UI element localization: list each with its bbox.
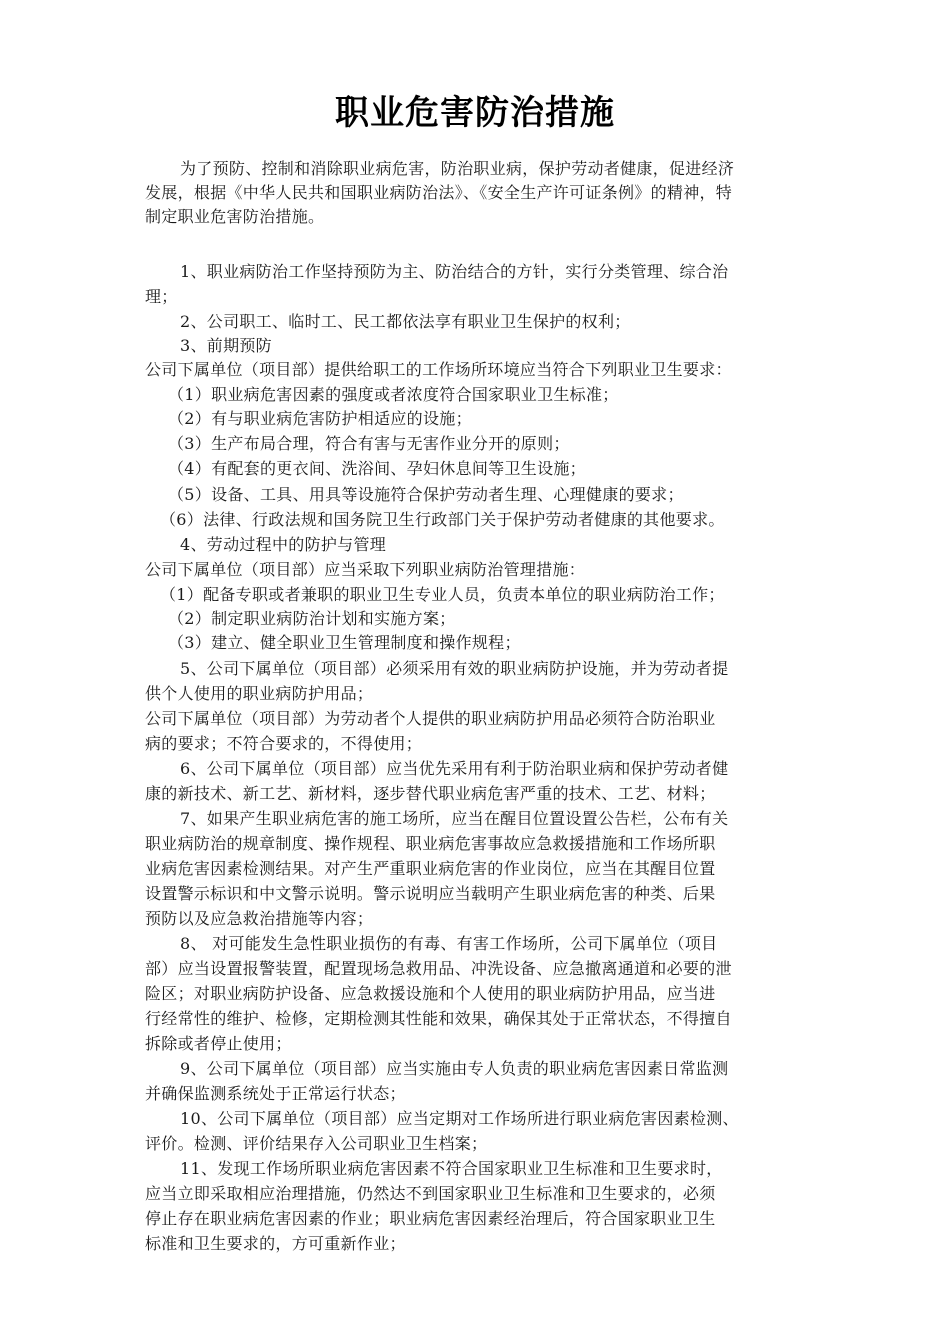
paragraph-line: 9、公司下属单位（项目部）应当实施由专人负责的职业病危害因素日常监测 — [180, 1059, 729, 1078]
paragraph-line: 公司下属单位（项目部）提供给职工的工作场所环境应当符合下列职业卫生要求： — [145, 360, 732, 379]
paragraph-line: 7、如果产生职业病危害的施工场所，应当在醒目位置设置公告栏，公布有关 — [180, 809, 729, 828]
paragraph-line: （3）建立、健全职业卫生管理制度和操作规程； — [168, 633, 521, 652]
paragraph-line: 职业病防治的规章制度、操作规程、职业病危害事故应急救援措施和工作场所职 — [145, 834, 716, 853]
paragraph-line: 5、公司下属单位（项目部）必须采用有效的职业病防护设施，并为劳动者提 — [180, 659, 729, 678]
paragraph-line: 险区；对职业病防护设备、应急救援设施和个人使用的职业病防护用品，应当进 — [145, 984, 716, 1003]
paragraph-line: 标准和卫生要求的，方可重新作业； — [145, 1234, 406, 1253]
paragraph-line: （6）法律、行政法规和国务院卫生行政部门关于保护劳动者健康的其他要求。 — [160, 510, 725, 529]
paragraph-line: 8、 对可能发生急性职业损伤的有毒、有害工作场所，公司下属单位（项目 — [180, 934, 718, 953]
paragraph-line: 发展，根据《中华人民共和国职业病防治法》、《安全生产许可证条例》的精神，特 — [145, 183, 733, 202]
paragraph-line: （1）职业病危害因素的强度或者浓度符合国家职业卫生标准； — [168, 385, 619, 404]
paragraph-line: 4、劳动过程中的防护与管理 — [180, 535, 387, 554]
paragraph-line: 业病危害因素检测结果。对产生严重职业病危害的作业岗位，应当在其醒目位置 — [145, 859, 716, 878]
paragraph-line: （3）生产布局合理，符合有害与无害作业分开的原则； — [168, 434, 570, 453]
paragraph-line: 设置警示标识和中文警示说明。警示说明应当载明产生职业病危害的种类、后果 — [145, 884, 716, 903]
paragraph-line: 1、职业病防治工作坚持预防为主、防治结合的方针，实行分类管理、综合治 — [180, 262, 729, 281]
paragraph-line: 2、公司职工、临时工、民工都依法享有职业卫生保护的权利； — [180, 312, 631, 331]
paragraph-line: 制定职业危害防治措施。 — [145, 207, 325, 226]
paragraph-line: 评价。检测、评价结果存入公司职业卫生档案； — [145, 1134, 488, 1153]
paragraph-line: （5）设备、工具、用具等设施符合保护劳动者生理、心理健康的要求； — [168, 485, 684, 504]
paragraph-line: （4）有配套的更衣间、洗浴间、孕妇休息间等卫生设施； — [168, 459, 586, 478]
paragraph-line: 10、公司下属单位（项目部）应当定期对工作场所进行职业病危害因素检测、 — [180, 1109, 739, 1128]
paragraph-line: 公司下属单位（项目部）应当采取下列职业病防治管理措施： — [145, 560, 586, 579]
paragraph-line: 康的新技术、新工艺、新材料，逐步替代职业病危害严重的技术、工艺、材料； — [145, 784, 716, 803]
paragraph-line: 拆除或者停止使用； — [145, 1034, 292, 1053]
paragraph-line: 3、前期预防 — [180, 336, 272, 355]
document-title: 职业危害防治措施 — [335, 93, 615, 133]
paragraph-line: 并确保监测系统处于正常运行状态； — [145, 1084, 406, 1103]
paragraph-line: （1）配备专职或者兼职的职业卫生专业人员，负责本单位的职业病防治工作； — [160, 585, 725, 604]
paragraph-line: 6、公司下属单位（项目部）应当优先采用有利于防治职业病和保护劳动者健 — [180, 759, 729, 778]
paragraph-line: 部）应当设置报警装置，配置现场急救用品、冲洗设备、应急撤离通道和必要的泄 — [145, 959, 732, 978]
paragraph-line: 行经常性的维护、检修，定期检测其性能和效果，确保其处于正常状态，不得擅自 — [145, 1009, 732, 1028]
paragraph-line: 理； — [145, 287, 178, 306]
paragraph-line: 病的要求；不符合要求的，不得使用； — [145, 734, 423, 753]
paragraph-line: 为了预防、控制和消除职业病危害，防治职业病，保护劳动者健康，促进经济 — [180, 159, 735, 178]
paragraph-line: 11、发现工作场所职业病危害因素不符合国家职业卫生标准和卫生要求时， — [180, 1159, 723, 1178]
paragraph-line: 公司下属单位（项目部）为劳动者个人提供的职业病防护用品必须符合防治职业 — [145, 709, 716, 728]
paragraph-line: （2）有与职业病危害防护相适应的设施； — [168, 409, 472, 428]
paragraph-line: 预防以及应急救治措施等内容； — [145, 909, 374, 928]
paragraph-line: 应当立即采取相应治理措施，仍然达不到国家职业卫生标准和卫生要求的，必须 — [145, 1184, 716, 1203]
paragraph-line: （2）制定职业病防治计划和实施方案； — [168, 609, 456, 628]
paragraph-line: 供个人使用的职业病防护用品； — [145, 684, 374, 703]
paragraph-line: 停止存在职业病危害因素的作业；职业病危害因素经治理后，符合国家职业卫生 — [145, 1209, 716, 1228]
